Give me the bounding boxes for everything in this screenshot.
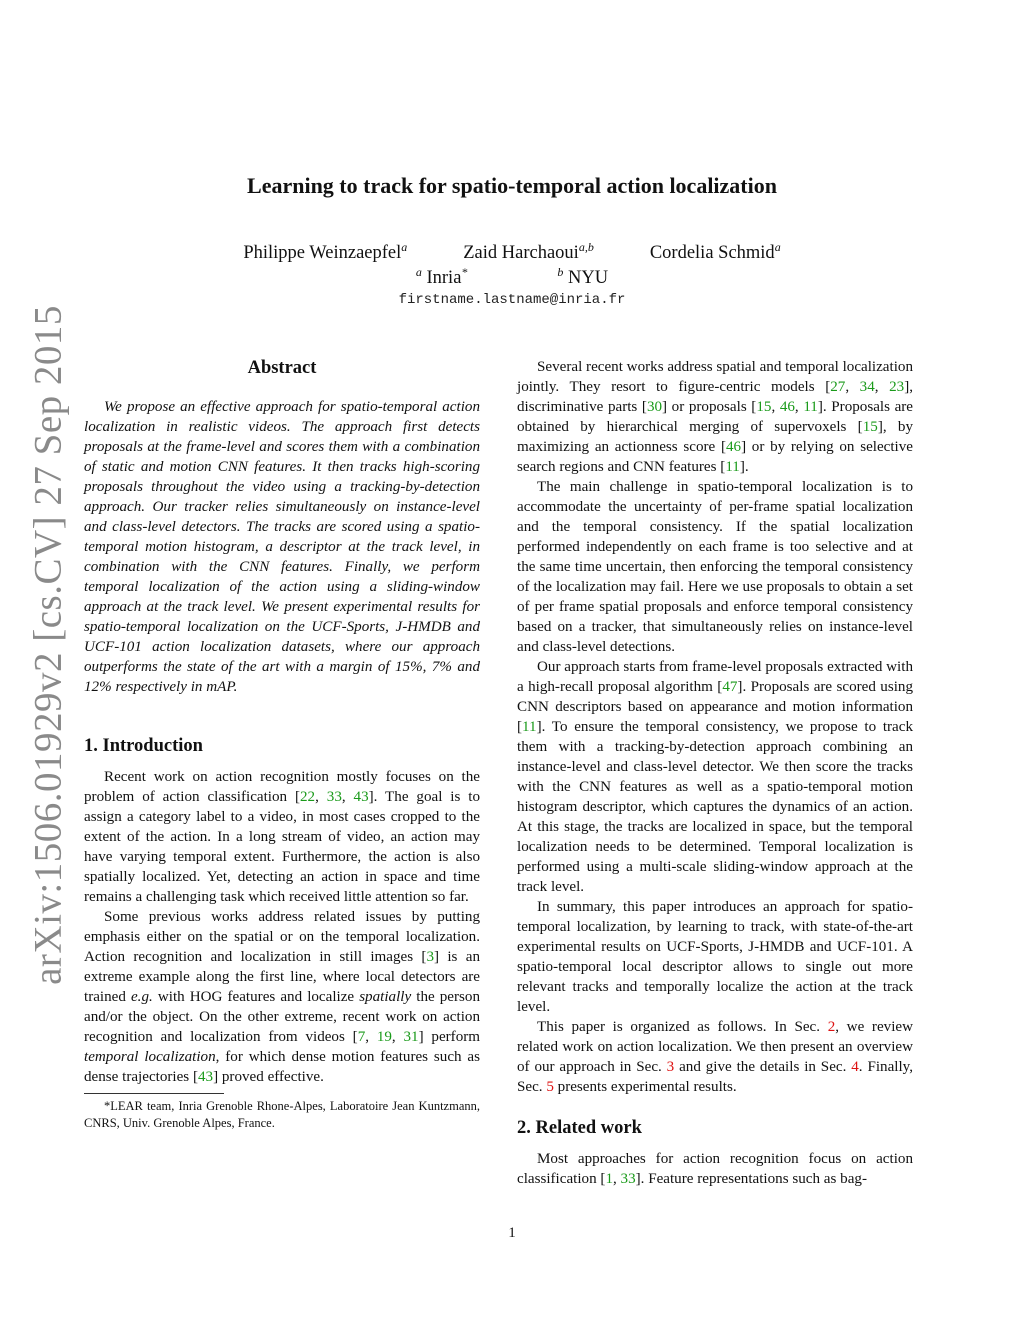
- citation-link[interactable]: 23: [889, 379, 905, 395]
- author-affil-mark: a,b: [578, 240, 594, 254]
- citation-link[interactable]: 11: [522, 719, 537, 735]
- author-name: Zaid Harchaoui: [463, 243, 579, 264]
- citation-link[interactable]: 15: [862, 419, 878, 435]
- author-affil-mark: a: [401, 240, 408, 254]
- citation-link[interactable]: 7: [357, 1029, 366, 1045]
- section-ref-link[interactable]: 4: [851, 1059, 859, 1075]
- author-name: Philippe Weinzaepfel: [243, 243, 402, 264]
- citation-link[interactable]: 11: [725, 459, 740, 475]
- citation-link[interactable]: 47: [722, 679, 738, 695]
- right-column: [517, 357, 913, 1189]
- author-3: [650, 240, 781, 264]
- citation-link[interactable]: 11: [803, 399, 818, 415]
- right-paragraph-4: In summary, this paper introduces an approach for spatio-temporal localization, by learning to track, with state-of-the-art experimental results on UCF-Sports, J-HMDB and UCF-101. A spatio-temporal local descriptor allows to single out more relevant tracks and temporally localize the action at the track level.: [517, 899, 913, 1015]
- citation-link[interactable]: 43: [197, 1069, 214, 1085]
- citation-link[interactable]: 34: [859, 379, 875, 395]
- right-paragraph-2: The main challenge in spatio-temporal localization is to accommodate the uncertainty of per-frame spatial localization and the temporal consistency. If the spatial localization performed independently on each frame is too selective and at the same time uncertain, then enforcing the temporal consistency of the localization may fail. Here we use proposals to obtain a set of per frame spatial proposals and enforce temporal consistency based on a tracker, that simultaneously relies on instance-level and class-level detections.: [517, 479, 913, 655]
- introduction-paragraph-1: Recent work on action recognition mostly focuses on the problem of action classification [22, 33, 43]. The goal is to assign a category label to a video, in most cases cropped to the extent of the action. In a long stream of video, an action may have varying temporal extent. Furthermore, the action is also spatially localized. Yet, detecting an action in space and time remains a challenging task which received little attention so far.: [84, 769, 480, 905]
- introduction-heading: 1. Introduction: [84, 736, 203, 756]
- section-ref-link[interactable]: 5: [546, 1079, 554, 1095]
- citation-link[interactable]: 31: [403, 1029, 419, 1045]
- author-affil-mark: a: [774, 240, 781, 254]
- citation-link[interactable]: 33: [620, 1171, 636, 1187]
- right-paragraph-3: Our approach starts from frame-level proposals extracted with a high-recall proposal algorithm [47]. Proposals are scored using CNN descriptors based on appearance and motion information [11]. To ensure the temporal consistency, we propose to track them with a tracking-by-detection approach combining an instance-level and class-level detector. We then score the tracks with the CNN features as well as a spatio-temporal motion histogram descriptor, which captures the dynamics of an action. At this stage, the tracks are localized in space, but the temporal localization needs to be determined. Temporal localization is performed using a multi-scale sliding-window approach at the track level.: [517, 659, 914, 895]
- author-1: [243, 240, 407, 264]
- right-paragraph-1: Several recent works address spatial and temporal localization jointly. They resort to figure-centric models [27, 34, 23], discriminative parts [30] or proposals [15, 46, 11]. Proposals are obtained by hierarchical merging of supervoxels [15], by maximizing an actionness score [46] or by relying on selective search regions and CNN features [11].: [517, 359, 914, 475]
- citation-link[interactable]: 22: [300, 789, 316, 805]
- author-2: [463, 240, 594, 264]
- affiliation-inria: $^a$ Inria*: [415, 265, 468, 289]
- citation-link[interactable]: 43: [353, 789, 369, 805]
- affiliation-nyu: $^b$ NYU: [557, 265, 609, 289]
- citation-link[interactable]: 19: [376, 1029, 392, 1045]
- citation-link[interactable]: 1: [605, 1171, 613, 1187]
- related-work-paragraph: Most approaches for action recognition focus on action classification [1, 33]. Feature representations such as bag-: [517, 1151, 913, 1187]
- citation-link[interactable]: 15: [756, 399, 772, 415]
- citation-link[interactable]: 33: [326, 789, 342, 805]
- footnote: *LEAR team, Inria Grenoble Rhone-Alpes, Laboratoire Jean Kuntzmann, CNRS, Univ. Grenoble Alpes, France.: [84, 1099, 480, 1130]
- arxiv-identifier-stamp: arXiv:1506.01929v2 [cs.CV] 27 Sep 2015: [26, 305, 70, 985]
- left-column: [84, 357, 480, 1132]
- citation-link[interactable]: 30: [646, 399, 663, 415]
- section-ref-link[interactable]: 2: [827, 1019, 836, 1035]
- author-name: Cordelia Schmid: [649, 243, 775, 264]
- abstract-heading: Abstract: [247, 358, 317, 378]
- page-number: 1: [508, 1225, 516, 1241]
- paper-title: Learning to track for spatio-temporal action localization: [247, 173, 777, 198]
- footnote-divider: [84, 1093, 224, 1094]
- abstract-text: We propose an effective approach for spatio-temporal action localization in realistic videos. The approach first detects proposals at the frame-level and scores them with a combination of static and motion CNN features. It then tracks high-scoring proposals throughout the video using a tracking-by-detection approach. Our tracker relies simultaneously on instance-level and class-level detectors. The tracks are scored using a spatio-temporal motion histogram, a descriptor at the track level, in combination with the CNN features. Finally, we perform temporal localization of the action using a sliding-window approach at the track level. We present experimental results for spatio-temporal localization on the UCF-Sports, J-HMDB and UCF-101 action localization datasets, where our approach outperforms the state of the art with a margin of 15%, 7% and 12% respectively in mAP.: [84, 399, 480, 695]
- author-email: firstname.lastname@inria.fr: [398, 292, 626, 308]
- introduction-paragraph-2: Some previous works address related issues by putting emphasis either on the spatial or on the temporal localization. Action recognition and localization in still images [3] is an extreme example along the first line, where local detectors are trained e.g. with HOG features and localize spatially the person and/or the object. On the other extreme, recent work on action recognition and localization from videos [7, 19, 31] perform temporal localization, for which dense motion features such as dense trajectories [43] proved effective.: [84, 909, 481, 1085]
- citation-link[interactable]: 46: [779, 399, 795, 415]
- citation-link[interactable]: 27: [830, 379, 846, 395]
- related-work-heading: 2. Related work: [517, 1118, 642, 1138]
- citation-link[interactable]: 3: [426, 949, 435, 965]
- section-ref-link[interactable]: 3: [666, 1059, 675, 1075]
- citation-link[interactable]: 46: [725, 439, 742, 455]
- right-paragraph-5: This paper is organized as follows. In Sec. 2, we review related work on action localization. We then present an overview of our approach in Sec. 3 and give the details in Sec. 4. Finally, Sec. 5 presents experimental results.: [517, 1019, 914, 1095]
